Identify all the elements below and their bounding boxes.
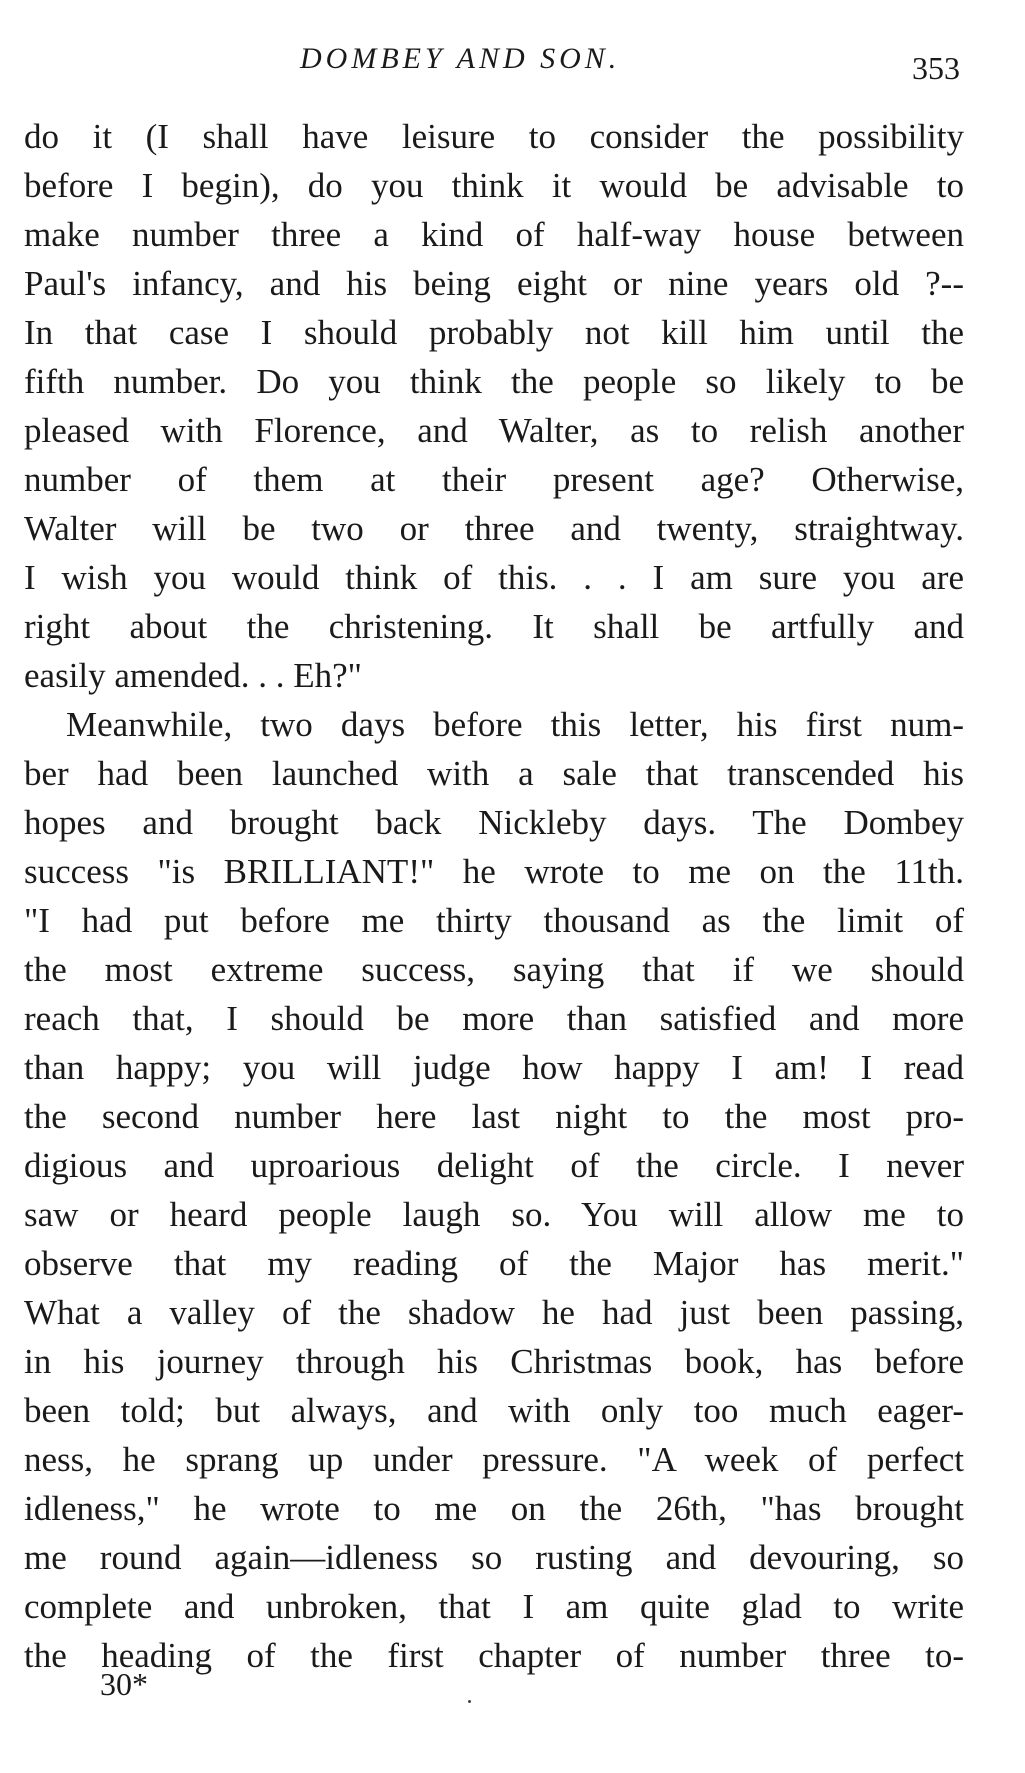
text-line: the second number here last night to the most pro- (24, 1097, 964, 1136)
text-line: number of them at their present age? Otherwise, (24, 460, 964, 499)
running-title: DOMBEY AND SON. (300, 42, 621, 75)
text-line: easily amended. . . Eh?" (24, 656, 362, 695)
text-line: ness, he sprang up under pressure. "A week of perfect (24, 1440, 964, 1479)
text-line: in his journey through his Christmas book, has before (24, 1342, 964, 1381)
text-line: do it (I shall have leisure to consider the possibility (24, 117, 964, 156)
text-line: I wish you would think of this. . . I am sure you are (24, 558, 964, 597)
running-head (0, 38, 1025, 88)
text-line: the most extreme success, saying that if we should (24, 950, 964, 989)
text-line: fifth number. Do you think the people so likely to be (24, 362, 964, 401)
text-line: What a valley of the shadow he had just been passing, (24, 1293, 964, 1332)
text-line: the heading of the first chapter of number three to- (24, 1636, 964, 1675)
text-line: Walter will be two or three and twenty, straightway. (24, 509, 964, 548)
text-line: In that case I should probably not kill him until the (24, 313, 964, 352)
text-line: ber had been launched with a sale that transcended his (24, 754, 964, 793)
paragraph-start-line: Meanwhile, two days before this letter, his first num- (66, 705, 964, 744)
signature-mark: 30* (100, 1666, 148, 1702)
text-line: hopes and brought back Nickleby days. The Dombey (24, 803, 964, 842)
print-speck (468, 1700, 471, 1703)
text-line: before I begin), do you think it would be advisable to (24, 166, 964, 205)
text-line: complete and unbroken, that I am quite glad to write (24, 1587, 964, 1626)
text-line: pleased with Florence, and Walter, as to relish another (24, 411, 964, 450)
text-line: saw or heard people laugh so. You will allow me to (24, 1195, 964, 1234)
text-line: reach that, I should be more than satisfied and more (24, 999, 964, 1038)
text-line: idleness," he wrote to me on the 26th, "has brought (24, 1489, 964, 1528)
text-line: been told; but always, and with only too much eager- (24, 1391, 964, 1430)
page-number: 353 (912, 50, 960, 86)
text-line: make number three a kind of half-way house between (24, 215, 964, 254)
text-line: digious and uproarious delight of the circle. I never (24, 1146, 964, 1185)
text-line: success "is BRILLIANT!" he wrote to me on the 11th. (24, 852, 964, 891)
text-line: "I had put before me thirty thousand as the limit of (24, 901, 964, 940)
text-line: than happy; you will judge how happy I am! I read (24, 1048, 964, 1087)
text-line: observe that my reading of the Major has merit." (24, 1244, 964, 1283)
body-text (24, 112, 964, 1680)
text-line: Paul's infancy, and his being eight or nine years old ?-- (24, 264, 964, 303)
text-line: me round again—idleness so rusting and devouring, so (24, 1538, 964, 1577)
text-line: right about the christening. It shall be artfully and (24, 607, 964, 646)
